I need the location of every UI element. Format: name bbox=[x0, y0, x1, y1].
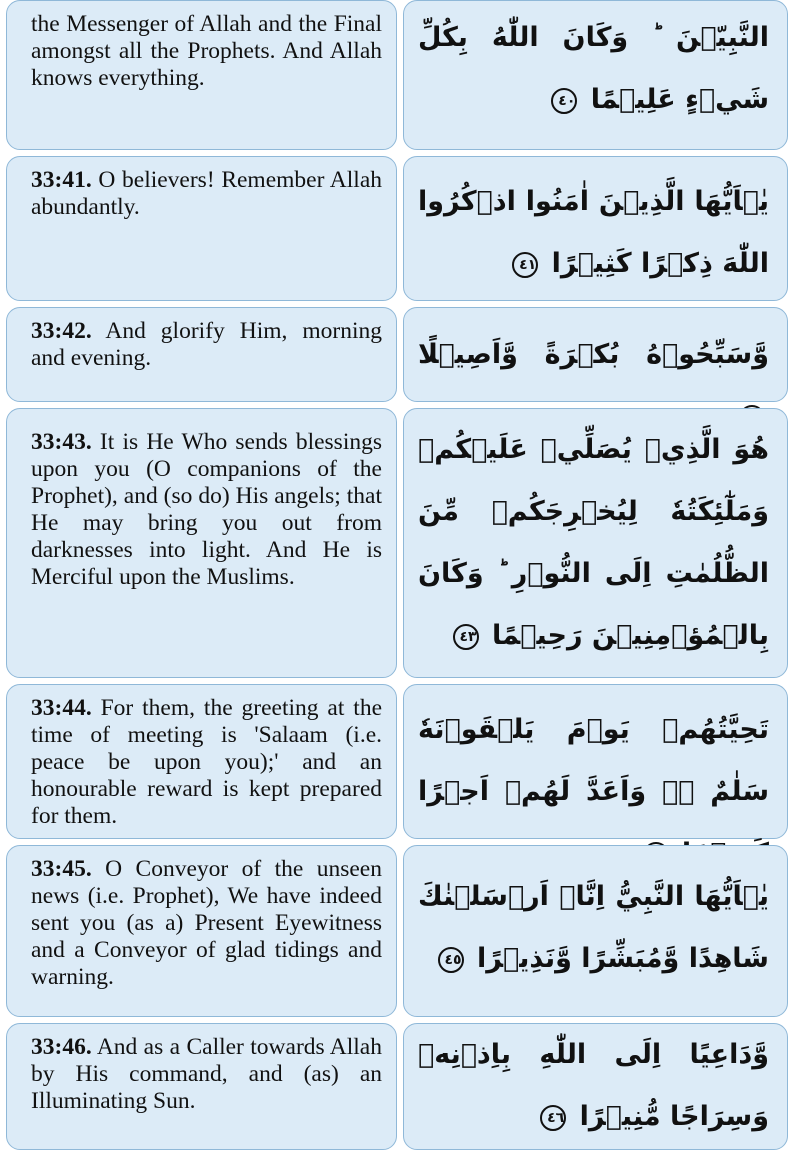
translation-text bbox=[31, 856, 382, 991]
arabic-verse: تَحِيَّتُهُمۡ يَوۡمَ يَلۡقَوۡنَهٗ سَلٰمٌ ۖۚ وَاَعَدَّ لَهُمۡ اَجۡرًا bbox=[418, 714, 769, 807]
arabic-cell bbox=[403, 1023, 788, 1150]
arabic-verse: يٰۤاَيُّهَا النَّبِيُّ اِنَّاۤ اَرۡسَلۡنٰكَ شَاهِدًا وَّمُبَشِّرًا وَّنَذِيۡرًا bbox=[418, 881, 769, 974]
arabic-verse: وَّدَاعِيًا اِلَى اللّٰهِ بِاِذۡنِهٖ وَسِرَاجًا مُّنِيۡرًا bbox=[418, 1039, 769, 1132]
translation: For them, the greeting at the time of meeting is 'Salaam (i.e. peace be upon you);' and an honourable reward is kept prepared for them. bbox=[31, 695, 382, 829]
arabic-text bbox=[418, 866, 769, 990]
translation-cell bbox=[6, 845, 397, 1017]
translation-cell bbox=[6, 684, 397, 839]
verse-ref: 33:45. bbox=[31, 856, 92, 882]
translation: the Messenger of Allah and the Final amongst all the Prophets. And Allah knows everything. bbox=[31, 11, 382, 91]
translation-cell bbox=[6, 1023, 397, 1150]
arabic-text bbox=[418, 1024, 769, 1148]
arabic-text bbox=[418, 171, 769, 295]
translation-cell bbox=[6, 156, 397, 301]
verse-row bbox=[6, 845, 788, 1017]
arabic-verse: وَّسَبِّحُوۡهُ بُكۡرَةً وَّاَصِيۡلًا bbox=[418, 339, 769, 370]
ayah-number: ٤٠ bbox=[551, 88, 577, 114]
translation-text bbox=[31, 318, 382, 372]
arabic-cell bbox=[403, 0, 788, 150]
ayah-number: ٤٥ bbox=[438, 947, 464, 973]
translation-text bbox=[31, 429, 382, 591]
translation: And glorify Him, morning and evening. bbox=[31, 318, 382, 371]
ayah-number: ٤٣ bbox=[453, 624, 479, 650]
arabic-verse: هُوَ الَّذِيۡ يُصَلِّيۡ عَلَيۡكُمۡ وَمَلٰٓئِكَتُهٗ لِيُخۡرِجَكُمۡ مِّنَ الظُّلُمٰتِ اِلَى النُّوۡرِ ؕ وَكَانَ بِالۡمُؤۡمِنِيۡنَ رَحِيۡمًا bbox=[418, 434, 769, 651]
translation: O Conveyor of the unseen news (i.e. Prophet), We have indeed sent you (as a) Present Eyewitness and a Conveyor of glad tidings and warning. bbox=[31, 856, 382, 990]
verse-ref: 33:44. bbox=[31, 695, 92, 721]
translation-text bbox=[31, 1034, 382, 1115]
verse-row bbox=[6, 408, 788, 678]
arabic-text bbox=[418, 419, 769, 667]
translation: It is He Who sends blessings upon you (O companions of the Prophet), and (so do) His angels; that He may bring you out from darknesses into light. And He is Merciful upon the Muslims. bbox=[31, 429, 382, 590]
verse-row bbox=[6, 0, 788, 150]
ayah-number: ٤١ bbox=[512, 252, 538, 278]
arabic-cell bbox=[403, 307, 788, 402]
translation-text bbox=[31, 11, 382, 92]
arabic-text bbox=[418, 7, 769, 131]
verse-row bbox=[6, 307, 788, 402]
translation-cell bbox=[6, 307, 397, 402]
verse-row bbox=[6, 156, 788, 301]
translation: And as a Caller towards Allah by His command, and (as) an Illuminating Sun. bbox=[31, 1034, 382, 1114]
verse-row bbox=[6, 684, 788, 839]
verse-ref: 33:42. bbox=[31, 318, 92, 344]
verse-row bbox=[6, 1023, 788, 1150]
arabic-cell bbox=[403, 845, 788, 1017]
arabic-verse: النَّبِيّٖنَ ؕ وَكَانَ اللّٰهُ بِكُلِّ شَيۡءٍ عَلِيۡمًا bbox=[418, 22, 769, 115]
translation-cell bbox=[6, 408, 397, 678]
verse-ref: 33:41. bbox=[31, 167, 92, 193]
translation-text bbox=[31, 695, 382, 830]
verse-ref: 33:46. bbox=[31, 1034, 92, 1060]
arabic-verse: يٰۤاَيُّهَا الَّذِيۡنَ اٰمَنُوا اذۡكُرُوا اللّٰهَ ذِكۡرًا كَثِيۡرًا bbox=[418, 186, 769, 279]
arabic-cell bbox=[403, 684, 788, 839]
verse-table bbox=[6, 0, 788, 1154]
translation-cell bbox=[6, 0, 397, 150]
arabic-cell bbox=[403, 156, 788, 301]
arabic-cell bbox=[403, 408, 788, 678]
translation-text bbox=[31, 167, 382, 221]
ayah-number: ٤٦ bbox=[540, 1105, 566, 1131]
verse-ref: 33:43. bbox=[31, 429, 92, 455]
translation: O believers! Remember Allah abundantly. bbox=[31, 167, 382, 220]
